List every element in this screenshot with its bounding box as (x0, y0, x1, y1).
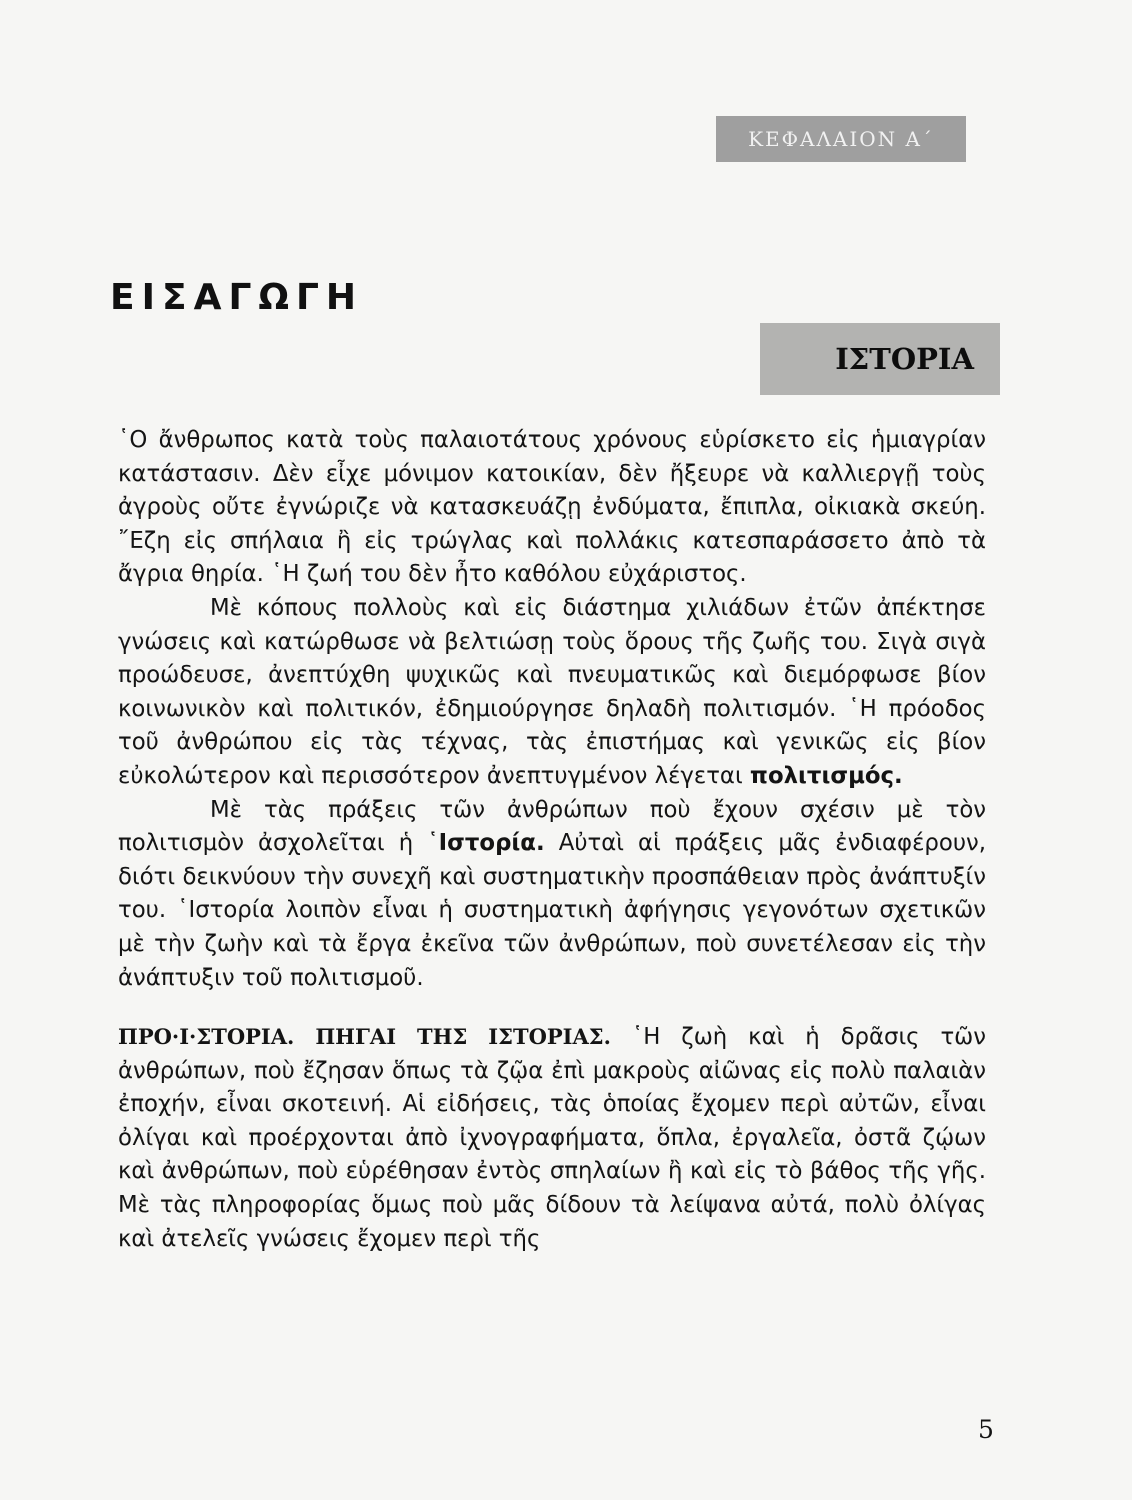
paragraph-4-text: ῾Η ζωὴ καὶ ἡ δρᾶσις τῶν ἀνθρώπων, ποὺ ἔζησαν ὅπως τὰ ζῷα ἐπὶ μακροὺς αἰῶνας εἰς πολὺ παλαιὰν ἐποχήν, εἶναι σκοτεινή. Αἱ εἰδήσεις, τὰς ὁποίας ἔχομεν περὶ αὐτῶν, εἶναι ὀλίγαι καὶ προέρχονται ἀπὸ ἰχνογραφήματα, ὅπλα, ἐργαλεῖα, ὀστᾶ ζῴων καὶ ἀνθρώπων, ποὺ εὑρέθησαν ἐντὸς σπηλαίων ἢ καὶ εἰς τὸ βάθος τῆς γῆς. Μὲ τὰς πληροφορίας ὅμως ποὺ μᾶς δίδουν τὰ λείψανα αὐτά, πολὺ ὀλίγας καὶ ἀτελεῖς γνώσεις ἔχομεν περὶ τῆς (118, 1024, 987, 1252)
bleed-through-text (360, 92, 1060, 99)
section-heading: ΙΣΤΟΡΙΑ (835, 342, 974, 376)
section-heading-banner (760, 323, 1000, 395)
paragraph-4 (118, 1020, 986, 1256)
term-civilization: πολιτισμός. (749, 762, 903, 789)
page-number: 5 (978, 1415, 994, 1444)
paragraph-3-text-a: Μὲ τὰς πράξεις τῶν ἀνθρώπων ποὺ ἔχουν σχέσιν μὲ τὸν πολιτισμὸν ἀσχολεῖται ἡ (118, 796, 986, 857)
intro-title: ΕΙΣΑΓΩΓΗ (110, 277, 364, 318)
chapter-label: ΚΕΦΑΛΑΙΟΝ Α΄ (748, 127, 934, 151)
chapter-banner (716, 116, 966, 162)
body-text (118, 424, 986, 1256)
term-history: ῾Ιστορία. (427, 830, 545, 857)
paragraph-3-text-b: Αὐταὶ αἱ πράξεις μᾶς ἐνδιαφέρουν, διότι δεικνύουν τὴν συνεχῆ καὶ συστηματικὴν προσπάθειαν πρὸς ἀνάπτυξίν του. ῾Ιστορία λοιπὸν εἶναι ἡ συστηματικὴ ἀφήγησις γεγονότων σχετικῶν μὲ τὴν ζωὴν καὶ τὰ ἔργα ἐκεῖνα τῶν ἀνθρώπων, ποὺ συνετέλεσαν εἰς τὴν ἀνάπτυξιν τοῦ πολιτισμοῦ. (118, 830, 987, 991)
paragraph-1: ῾Ο ἄνθρωπος κατὰ τοὺς παλαιοτάτους χρόνους εὑρίσκετο εἰς ἡμιαγρίαν κατάστασιν. Δὲν εἶχε μόνιμον κατοικίαν, δὲν ἤξευρε νὰ καλλιεργῇ τοὺς ἀγροὺς οὔτε ἐγνώριζε νὰ κατασκευάζῃ ἐνδύματα, ἔπιπλα, οἰκιακὰ σκεύη. ῎Εζη εἰς σπήλαια ἢ εἰς τρώγλας καὶ πολλάκις κατεσπαράσσετο ἀπὸ τὰ ἄγρια θηρία. ῾Η ζωή του δὲν ἦτο καθόλου εὐχάριστος. (118, 427, 986, 588)
prehistory-heading: ΠΡΟ·Ι·ΣΤΟΡΙΑ. ΠΗΓΑΙ ΤΗΣ ΙΣΤΟΡΙΑΣ. (118, 1024, 611, 1050)
paragraph-2 (118, 592, 986, 794)
paragraph-3 (118, 794, 986, 996)
paragraph-2-text: Μὲ κόπους πολλοὺς καὶ εἰς διάστημα χιλιάδων ἐτῶν ἀπέκτησε γνώσεις καὶ κατώρθωσε νὰ βελτιώσῃ τοὺς ὅρους τῆς ζωῆς του. Σιγὰ σιγὰ προώδευσε, ἀνεπτύχθη ψυχικῶς καὶ πνευματικῶς καὶ διεμόρφωσε βίον κοινωνικὸν καὶ πολιτικόν, ἐδημιούργησε δηλαδὴ πολιτισμόν. ῾Η πρόοδος τοῦ ἀνθρώπου εἰς τὰς τέχνας, τὰς ἐπιστήμας καὶ γενικῶς εἰς βίον εὐκολώτερον καὶ περισσότερον ἀνεπτυγμένον λέγεται (118, 594, 986, 789)
